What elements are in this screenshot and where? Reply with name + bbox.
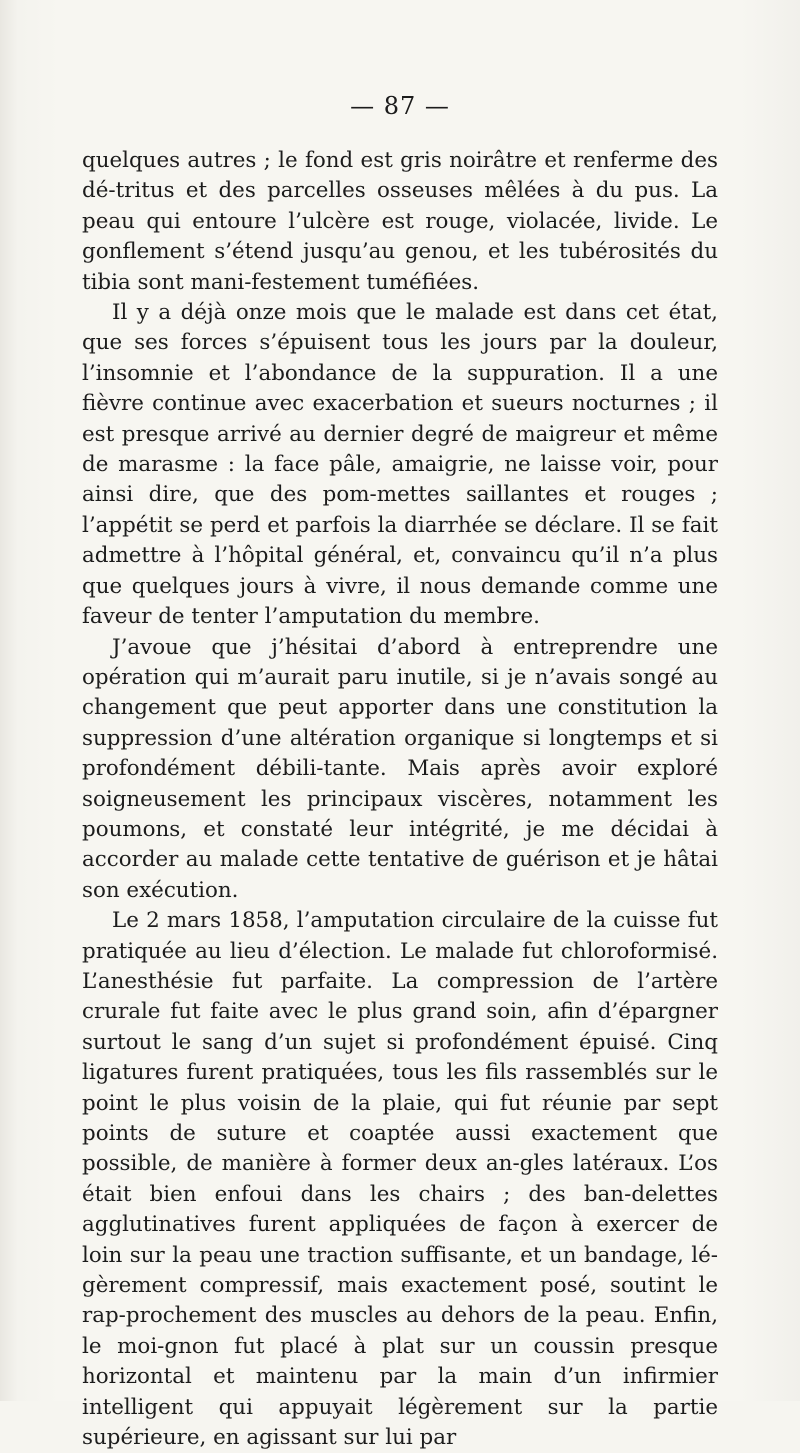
paragraph-2: Il y a déjà onze mois que le malade est dans cet état, que ses forces s’épuisent tous les jours par la douleur, l’insomnie et l’abondance de la suppuration. Il a une fièvre continue avec exacerbation et sueurs nocturnes ; il est presque arrivé au dernier degré de maigreur et même de marasme : la face pâle, amaigrie, ne laisse voir, pour ainsi dire, que des pom-mettes saillantes et rouges ; l’appétit se perd et parfois la diarrhée se déclare. Il se fait admettre à l’hôpital général, et, convaincu qu’il n’a plus que quelques jours à vivre, il nous demande comme une faveur de tenter l’amputation du membre. [82, 300, 718, 630]
paragraph-4: Le 2 mars 1858, l’amputation circulaire de la cuisse fut pratiquée au lieu d’élection. Le malade fut chloroformisé. L’anesthésie fut parfaite. La compression de l’artère crurale fut faite avec le plus grand soin, afin d’épargner surtout le sang d’un sujet si profondément épuisé. Cinq ligatures furent pratiquées, tous les fils rassemblés sur le point le plus voisin de la plaie, qui fut réunie par sept points de suture et coaptée aussi exactement que possible, de manière à former deux an-gles latéraux. L’os était bien enfoui dans les chairs ; des ban-delettes agglutinatives furent appliquées de façon à exercer de loin sur la peau une traction suffisante, et un bandage, lé-gèrement compressif, mais exactement posé, soutint le rap-prochement des muscles au dehors de la peau. Enfin, le moi-gnon fut placé à plat sur un coussin presque horizontal et maintenu par la main d’un infirmier intelligent qui appuyait légèrement sur la partie supérieure, en agissant sur lui par [82, 908, 718, 1451]
body-text [82, 146, 718, 1453]
page-number: — 87 — [350, 92, 450, 120]
paragraph-3: J’avoue que j’hésitai d’abord à entreprendre une opération qui m’aurait paru inutile, si je n’avais songé au changement que peut apporter dans une constitution la suppression d’une altération organique si longtemps et si profondément débili-tante. Mais après avoir exploré soigneusement les principaux viscères, notamment les poumons, et constaté leur intégrité, je me décidai à accorder au malade cette tentative de guérison et je hâtai son exécution. [82, 634, 718, 903]
paragraph-1: quelques autres ; le fond est gris noirâtre et renferme des dé-tritus et des parcelles osseuses mêlées à du pus. La peau qui entoure l’ulcère est rouge, violacée, livide. Le gonflement s’étend jusqu’au genou, et les tubérosités du tibia sont mani-festement tuméfiées. [82, 148, 718, 295]
